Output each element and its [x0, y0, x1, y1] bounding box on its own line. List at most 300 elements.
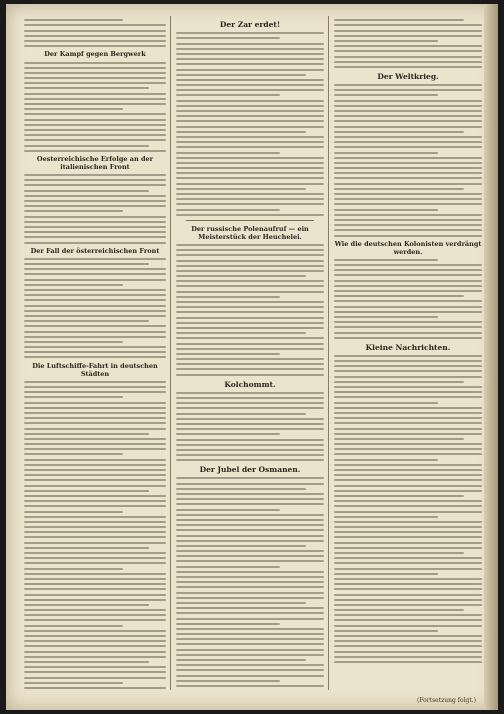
- text-line: [24, 500, 166, 502]
- text-line: [334, 285, 482, 287]
- text-line: [176, 439, 324, 441]
- text-line: [176, 602, 306, 604]
- text-line: [176, 550, 324, 552]
- text-line: [24, 604, 149, 606]
- text-line: [24, 635, 166, 637]
- text-line: [334, 162, 482, 164]
- text-line: [176, 586, 324, 588]
- text-line: [334, 370, 482, 372]
- text-line: [334, 386, 482, 388]
- article-heading: Der Jubel der Osmanen.: [199, 465, 301, 475]
- text-line: [176, 685, 324, 687]
- text-line: [334, 396, 482, 398]
- text-line: [24, 124, 166, 126]
- text-line: [176, 53, 324, 55]
- text-line: [24, 216, 166, 218]
- text-line: [334, 61, 482, 63]
- text-line: [334, 40, 438, 42]
- text-line: [334, 557, 482, 559]
- text-line: [176, 444, 324, 446]
- text-line: [334, 505, 482, 507]
- text-line: [334, 126, 482, 128]
- text-line: [24, 62, 166, 64]
- text-line: [24, 521, 166, 523]
- article-heading: Der Weltkrieg.: [377, 71, 439, 81]
- text-line: [176, 260, 324, 262]
- text-line: [176, 649, 324, 651]
- text-line: [334, 407, 482, 409]
- text-line: [24, 640, 166, 642]
- text-line: [176, 374, 324, 376]
- text-line: [334, 290, 482, 292]
- article-heading: Der russische Polenaufruf — ein Meisterstück der Heuchelei.: [191, 224, 309, 241]
- text-line: [334, 485, 482, 487]
- text-line: [334, 146, 482, 148]
- text-line: [334, 264, 482, 266]
- text-line: [24, 422, 166, 424]
- text-line: [334, 594, 482, 596]
- text-line: [24, 505, 166, 507]
- text-line: [24, 205, 166, 207]
- text-line: [334, 438, 464, 440]
- text-line: [176, 188, 306, 190]
- text-line: [176, 503, 324, 505]
- text-line: [176, 141, 324, 143]
- text-line: [24, 645, 166, 647]
- text-line: [24, 619, 166, 621]
- text-line: [24, 310, 166, 312]
- text-line: [176, 638, 324, 640]
- text-line: [24, 315, 166, 317]
- text-line: [24, 174, 166, 176]
- text-line: [176, 607, 324, 609]
- text-line: [176, 136, 324, 138]
- column-right: [334, 16, 482, 690]
- text-line: [24, 433, 149, 435]
- text-line: [334, 316, 438, 318]
- text-line: [24, 346, 166, 348]
- text-line: [24, 479, 166, 481]
- text-line: [334, 110, 482, 112]
- text-line: [176, 654, 324, 656]
- text-line: [24, 210, 123, 212]
- text-line: [334, 360, 482, 362]
- text-line: [24, 438, 166, 440]
- text-line: [176, 675, 324, 677]
- text-line: [24, 417, 166, 419]
- text-line: [334, 209, 438, 211]
- text-line: [24, 195, 166, 197]
- text-line: [334, 326, 482, 328]
- text-line: [334, 645, 482, 647]
- text-line: [24, 200, 166, 202]
- text-line: [176, 327, 324, 329]
- text-line: [334, 306, 482, 308]
- text-line: [176, 115, 324, 117]
- text-line: [176, 407, 324, 409]
- text-line: [334, 516, 438, 518]
- text-line: [176, 566, 280, 568]
- text-line: [334, 578, 482, 580]
- text-line: [334, 219, 482, 221]
- text-line: [334, 651, 482, 653]
- text-line: [334, 105, 482, 107]
- continuation-note: (Fortsetzung folgt.): [417, 697, 476, 704]
- text-line: [24, 236, 166, 238]
- text-line: [176, 423, 324, 425]
- text-line: [334, 588, 482, 590]
- text-line: [176, 628, 324, 630]
- text-line: [24, 682, 123, 684]
- text-line: [176, 392, 324, 394]
- text-line: [24, 536, 166, 538]
- text-line: [176, 100, 324, 102]
- text-line: [334, 511, 482, 513]
- text-line: [176, 249, 324, 251]
- text-line: [176, 322, 324, 324]
- text-line: [176, 368, 324, 370]
- text-line: [334, 464, 482, 466]
- text-line: [24, 67, 166, 69]
- text-line: [24, 331, 166, 333]
- text-line: [176, 540, 324, 542]
- text-line: [24, 231, 166, 233]
- text-line: [24, 77, 166, 79]
- text-line: [24, 82, 166, 84]
- text-line: [24, 485, 166, 487]
- column-rule: [328, 16, 329, 690]
- text-line: [176, 343, 324, 345]
- text-line: [176, 58, 324, 60]
- text-line: [334, 177, 482, 179]
- text-line: [176, 669, 324, 671]
- text-line: [176, 524, 324, 526]
- text-line: [24, 464, 166, 466]
- text-line: [334, 94, 438, 96]
- text-line: [176, 514, 324, 516]
- text-line: [176, 311, 324, 313]
- divider: [186, 220, 314, 221]
- text-line: [176, 560, 324, 562]
- text-line: [176, 397, 324, 399]
- text-line: [24, 666, 166, 668]
- text-line: [176, 592, 324, 594]
- text-line: [334, 417, 482, 419]
- text-line: [176, 48, 324, 50]
- text-line: [334, 198, 482, 200]
- text-line: [334, 495, 464, 497]
- text-line: [24, 588, 166, 590]
- text-line: [176, 623, 280, 625]
- text-line: [334, 531, 482, 533]
- text-line: [334, 131, 464, 133]
- text-line: [334, 552, 464, 554]
- text-line: [24, 336, 166, 338]
- text-line: [24, 103, 166, 105]
- text-line: [176, 209, 280, 211]
- text-line: [24, 351, 166, 353]
- text-line: [24, 614, 166, 616]
- article-heading: Oesterreichische Erfolge an der italienischen Front: [36, 154, 154, 171]
- text-line: [176, 413, 306, 415]
- text-line: [334, 136, 482, 138]
- text-line: [24, 294, 166, 296]
- text-line: [176, 509, 280, 511]
- article-heading: Der Zar erdet!: [219, 20, 281, 29]
- text-line: [24, 490, 149, 492]
- text-line: [176, 94, 280, 96]
- text-line: [334, 428, 482, 430]
- text-line: [334, 469, 482, 471]
- text-line: [334, 115, 482, 117]
- text-line: [24, 531, 166, 533]
- article-heading: Kleine Nachrichten.: [365, 342, 451, 352]
- text-line: [176, 454, 324, 456]
- text-line: [176, 126, 324, 128]
- text-line: [176, 488, 306, 490]
- text-line: [334, 141, 482, 143]
- text-line: [24, 341, 123, 343]
- text-line: [334, 235, 482, 237]
- text-line: [24, 320, 149, 322]
- text-line: [24, 87, 149, 89]
- text-line: [24, 568, 123, 570]
- text-line: [334, 214, 482, 216]
- text-line: [176, 428, 324, 430]
- text-line: [176, 449, 324, 451]
- text-line: [176, 633, 324, 635]
- text-line: [176, 545, 306, 547]
- text-line: [176, 433, 280, 435]
- text-line: [24, 279, 166, 281]
- text-line: [334, 172, 482, 174]
- text-line: [176, 291, 324, 293]
- text-line: [24, 24, 166, 26]
- text-line: [24, 139, 166, 141]
- column-left: [24, 16, 166, 690]
- text-line: [24, 448, 166, 450]
- text-line: [24, 258, 166, 260]
- text-line: [334, 183, 482, 185]
- text-line: [24, 150, 166, 152]
- text-line: [24, 45, 166, 47]
- text-line: [176, 529, 324, 531]
- text-line: [24, 459, 166, 461]
- text-line: [334, 332, 482, 334]
- text-line: [334, 604, 482, 606]
- text-line: [24, 562, 166, 564]
- text-line: [176, 280, 324, 282]
- text-line: [334, 542, 482, 544]
- text-line: [24, 474, 166, 476]
- text-line: [176, 244, 324, 246]
- text-line: [176, 162, 324, 164]
- text-line: [24, 402, 166, 404]
- text-line: [24, 305, 166, 307]
- text-line: [334, 50, 482, 52]
- text-line: [176, 157, 324, 159]
- text-line: [176, 483, 324, 485]
- column-middle: [176, 16, 324, 690]
- text-line: [176, 353, 280, 355]
- text-line: [24, 381, 166, 383]
- text-line: [24, 443, 166, 445]
- text-line: [334, 167, 482, 169]
- text-line: [176, 131, 306, 133]
- text-line: [176, 535, 324, 537]
- text-line: [24, 609, 166, 611]
- text-line: [176, 183, 324, 185]
- text-line: [334, 188, 464, 190]
- text-line: [176, 477, 324, 479]
- text-line: [24, 30, 166, 32]
- text-line: [176, 306, 324, 308]
- text-line: [24, 221, 166, 223]
- text-line: [24, 19, 123, 21]
- text-line: [176, 89, 324, 91]
- text-line: [24, 35, 166, 37]
- text-line: [334, 453, 482, 455]
- text-line: [176, 84, 324, 86]
- text-line: [334, 203, 482, 205]
- text-line: [24, 108, 123, 110]
- text-line: [176, 459, 324, 461]
- text-line: [334, 269, 482, 271]
- text-line: [24, 599, 166, 601]
- text-line: [334, 433, 482, 435]
- text-line: [24, 134, 166, 136]
- text-line: [334, 120, 482, 122]
- text-line: [24, 630, 166, 632]
- text-line: [24, 113, 166, 115]
- text-line: [334, 381, 464, 383]
- text-line: [24, 651, 166, 653]
- text-line: [176, 214, 324, 216]
- text-line: [334, 625, 482, 627]
- text-line: [334, 157, 482, 159]
- text-line: [24, 284, 123, 286]
- text-line: [176, 612, 324, 614]
- text-line: [24, 671, 166, 673]
- text-line: [334, 490, 482, 492]
- text-line: [176, 146, 324, 148]
- text-line: [334, 56, 482, 58]
- text-line: [24, 516, 166, 518]
- text-line: [334, 661, 482, 663]
- text-line: [176, 105, 324, 107]
- text-line: [24, 547, 149, 549]
- text-line: [334, 443, 482, 445]
- text-line: [334, 66, 482, 68]
- article-heading: Der Kampf gegen Bergwerk: [44, 50, 146, 59]
- text-line: [24, 129, 166, 131]
- text-line: [176, 296, 280, 298]
- text-line: [334, 412, 482, 414]
- text-line: [24, 552, 166, 554]
- text-line: [24, 184, 166, 186]
- text-line: [24, 386, 166, 388]
- text-line: [24, 190, 149, 192]
- text-line: [176, 120, 324, 122]
- text-line: [24, 578, 166, 580]
- text-line: [24, 273, 166, 275]
- text-line: [24, 469, 166, 471]
- article-heading: Kolchommt.: [224, 379, 276, 389]
- text-line: [334, 547, 482, 549]
- text-line: [176, 358, 324, 360]
- text-line: [334, 274, 482, 276]
- text-line: [176, 618, 324, 620]
- text-line: [334, 337, 482, 339]
- text-line: [334, 280, 482, 282]
- text-line: [334, 365, 482, 367]
- text-line: [334, 84, 482, 86]
- text-line: [334, 300, 482, 302]
- text-line: [24, 453, 123, 455]
- text-line: [176, 79, 324, 81]
- text-line: [176, 317, 324, 319]
- text-line: [334, 568, 482, 570]
- text-line: [24, 583, 166, 585]
- text-line: [334, 526, 482, 528]
- text-line: [176, 664, 324, 666]
- text-line: [176, 74, 306, 76]
- text-line: [24, 656, 166, 658]
- text-line: [176, 203, 324, 205]
- text-line: [176, 337, 324, 339]
- text-line: [24, 289, 166, 291]
- text-line: [24, 179, 166, 181]
- text-line: [176, 576, 324, 578]
- text-line: [334, 459, 438, 461]
- text-line: [176, 680, 280, 682]
- text-line: [176, 519, 324, 521]
- text-line: [176, 177, 324, 179]
- text-line: [334, 630, 438, 632]
- text-line: [334, 376, 482, 378]
- text-line: [334, 229, 482, 231]
- text-line: [334, 100, 482, 102]
- text-line: [176, 43, 324, 45]
- newspaper-page: [6, 4, 498, 710]
- text-line: [334, 35, 482, 37]
- text-line: [24, 93, 166, 95]
- text-line: [176, 152, 280, 154]
- text-line: [176, 498, 324, 500]
- text-line: [24, 299, 166, 301]
- text-line: [334, 224, 482, 226]
- article-heading: Wie die deutschen Kolonisten verdrängt werden.: [334, 239, 482, 256]
- text-line: [334, 89, 482, 91]
- text-line: [176, 659, 306, 661]
- text-line: [334, 500, 482, 502]
- text-line: [24, 511, 123, 513]
- text-line: [176, 301, 324, 303]
- text-line: [24, 242, 166, 244]
- text-line: [334, 321, 482, 323]
- text-line: [24, 526, 166, 528]
- page-edge: [484, 4, 498, 710]
- text-line: [24, 428, 166, 430]
- column-rule: [170, 16, 171, 690]
- text-line: [176, 597, 324, 599]
- text-line: [24, 226, 166, 228]
- text-line: [334, 583, 482, 585]
- text-line: [334, 474, 482, 476]
- text-line: [334, 24, 482, 26]
- text-line: [176, 493, 324, 495]
- text-line: [334, 562, 482, 564]
